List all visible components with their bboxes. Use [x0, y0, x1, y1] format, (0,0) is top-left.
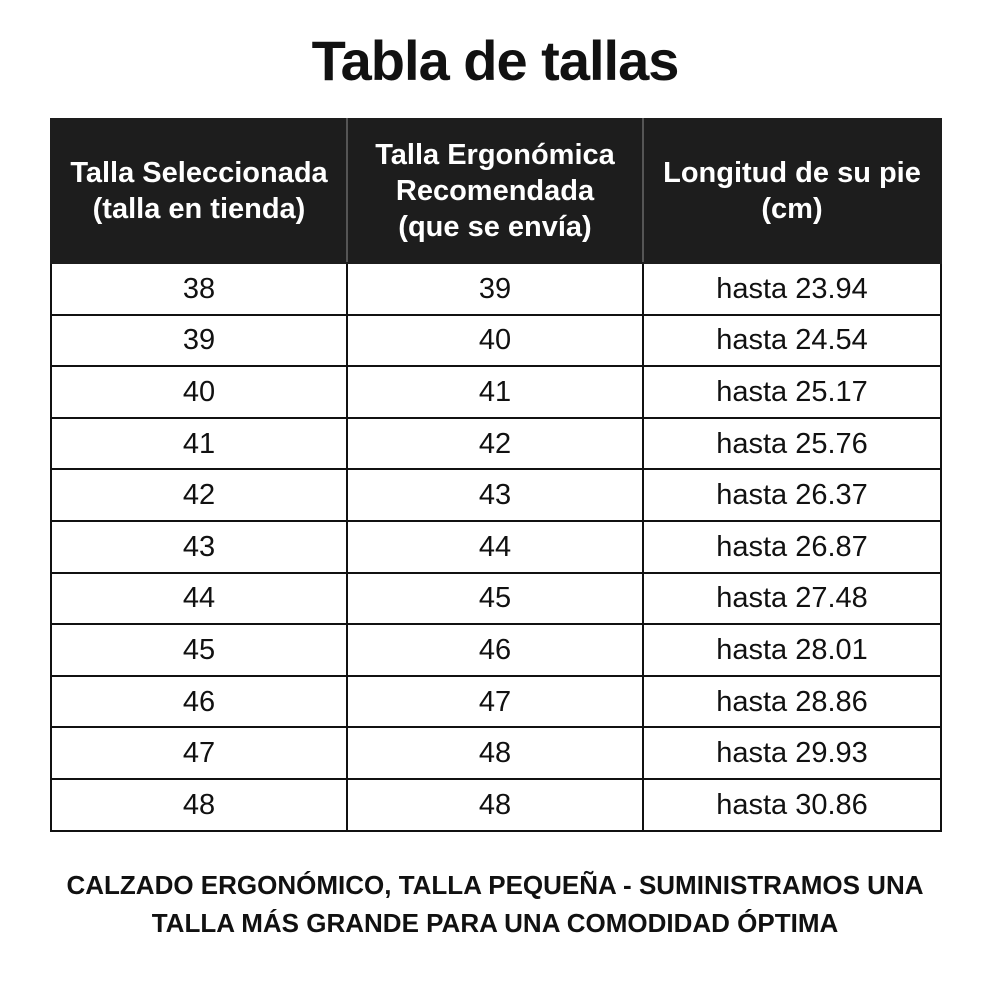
cell-foot-length: hasta 27.48	[643, 573, 941, 625]
header-selected-size	[51, 119, 347, 263]
cell-foot-length: hasta 24.54	[643, 315, 941, 367]
header-line: (talla en tienda)	[92, 193, 306, 225]
table-row	[51, 366, 941, 418]
size-table	[50, 118, 942, 832]
cell-selected-size: 43	[51, 521, 347, 573]
cell-recommended-size: 48	[347, 727, 643, 779]
table-row	[51, 727, 941, 779]
header-line: Talla Seleccionada	[70, 157, 328, 189]
header-line: (que se envía)	[398, 211, 592, 243]
cell-recommended-size: 41	[347, 366, 643, 418]
cell-foot-length: hasta 26.87	[643, 521, 941, 573]
cell-selected-size: 48	[51, 779, 347, 831]
cell-foot-length: hasta 25.17	[643, 366, 941, 418]
cell-selected-size: 46	[51, 676, 347, 728]
table-row	[51, 779, 941, 831]
cell-recommended-size: 42	[347, 418, 643, 470]
cell-selected-size: 40	[51, 366, 347, 418]
cell-foot-length: hasta 26.37	[643, 469, 941, 521]
cell-recommended-size: 39	[347, 263, 643, 315]
cell-selected-size: 38	[51, 263, 347, 315]
table-row	[51, 573, 941, 625]
cell-foot-length: hasta 23.94	[643, 263, 941, 315]
cell-selected-size: 41	[51, 418, 347, 470]
table-row	[51, 263, 941, 315]
table-row	[51, 521, 941, 573]
table-row	[51, 315, 941, 367]
cell-recommended-size: 45	[347, 573, 643, 625]
cell-foot-length: hasta 25.76	[643, 418, 941, 470]
footer-line: TALLA MÁS GRANDE PARA UNA COMODIDAD ÓPTIMA	[151, 908, 839, 938]
header-line: (cm)	[761, 193, 823, 225]
cell-foot-length: hasta 30.86	[643, 779, 941, 831]
cell-recommended-size: 48	[347, 779, 643, 831]
footer-line: CALZADO ERGONÓMICO, TALLA PEQUEÑA - SUMINISTRAMOS UNA	[66, 870, 924, 900]
cell-recommended-size: 40	[347, 315, 643, 367]
table-row	[51, 676, 941, 728]
cell-selected-size: 39	[51, 315, 347, 367]
page-title: Tabla de tallas	[311, 29, 679, 92]
cell-recommended-size: 47	[347, 676, 643, 728]
cell-foot-length: hasta 28.01	[643, 624, 941, 676]
cell-recommended-size: 43	[347, 469, 643, 521]
header-recommended-size	[347, 119, 643, 263]
footer-note	[0, 866, 990, 942]
cell-foot-length: hasta 28.86	[643, 676, 941, 728]
cell-selected-size: 45	[51, 624, 347, 676]
header-line: Longitud de su pie	[663, 157, 921, 189]
cell-selected-size: 44	[51, 573, 347, 625]
cell-foot-length: hasta 29.93	[643, 727, 941, 779]
table-body	[51, 263, 941, 831]
table-row	[51, 624, 941, 676]
cell-recommended-size: 44	[347, 521, 643, 573]
header-line: Recomendada	[395, 175, 595, 207]
header-line: Talla Ergonómica	[375, 139, 615, 171]
cell-recommended-size: 46	[347, 624, 643, 676]
table-row	[51, 469, 941, 521]
cell-selected-size: 47	[51, 727, 347, 779]
header-foot-length	[643, 119, 941, 263]
table-header-row	[51, 119, 941, 263]
cell-selected-size: 42	[51, 469, 347, 521]
table-row	[51, 418, 941, 470]
